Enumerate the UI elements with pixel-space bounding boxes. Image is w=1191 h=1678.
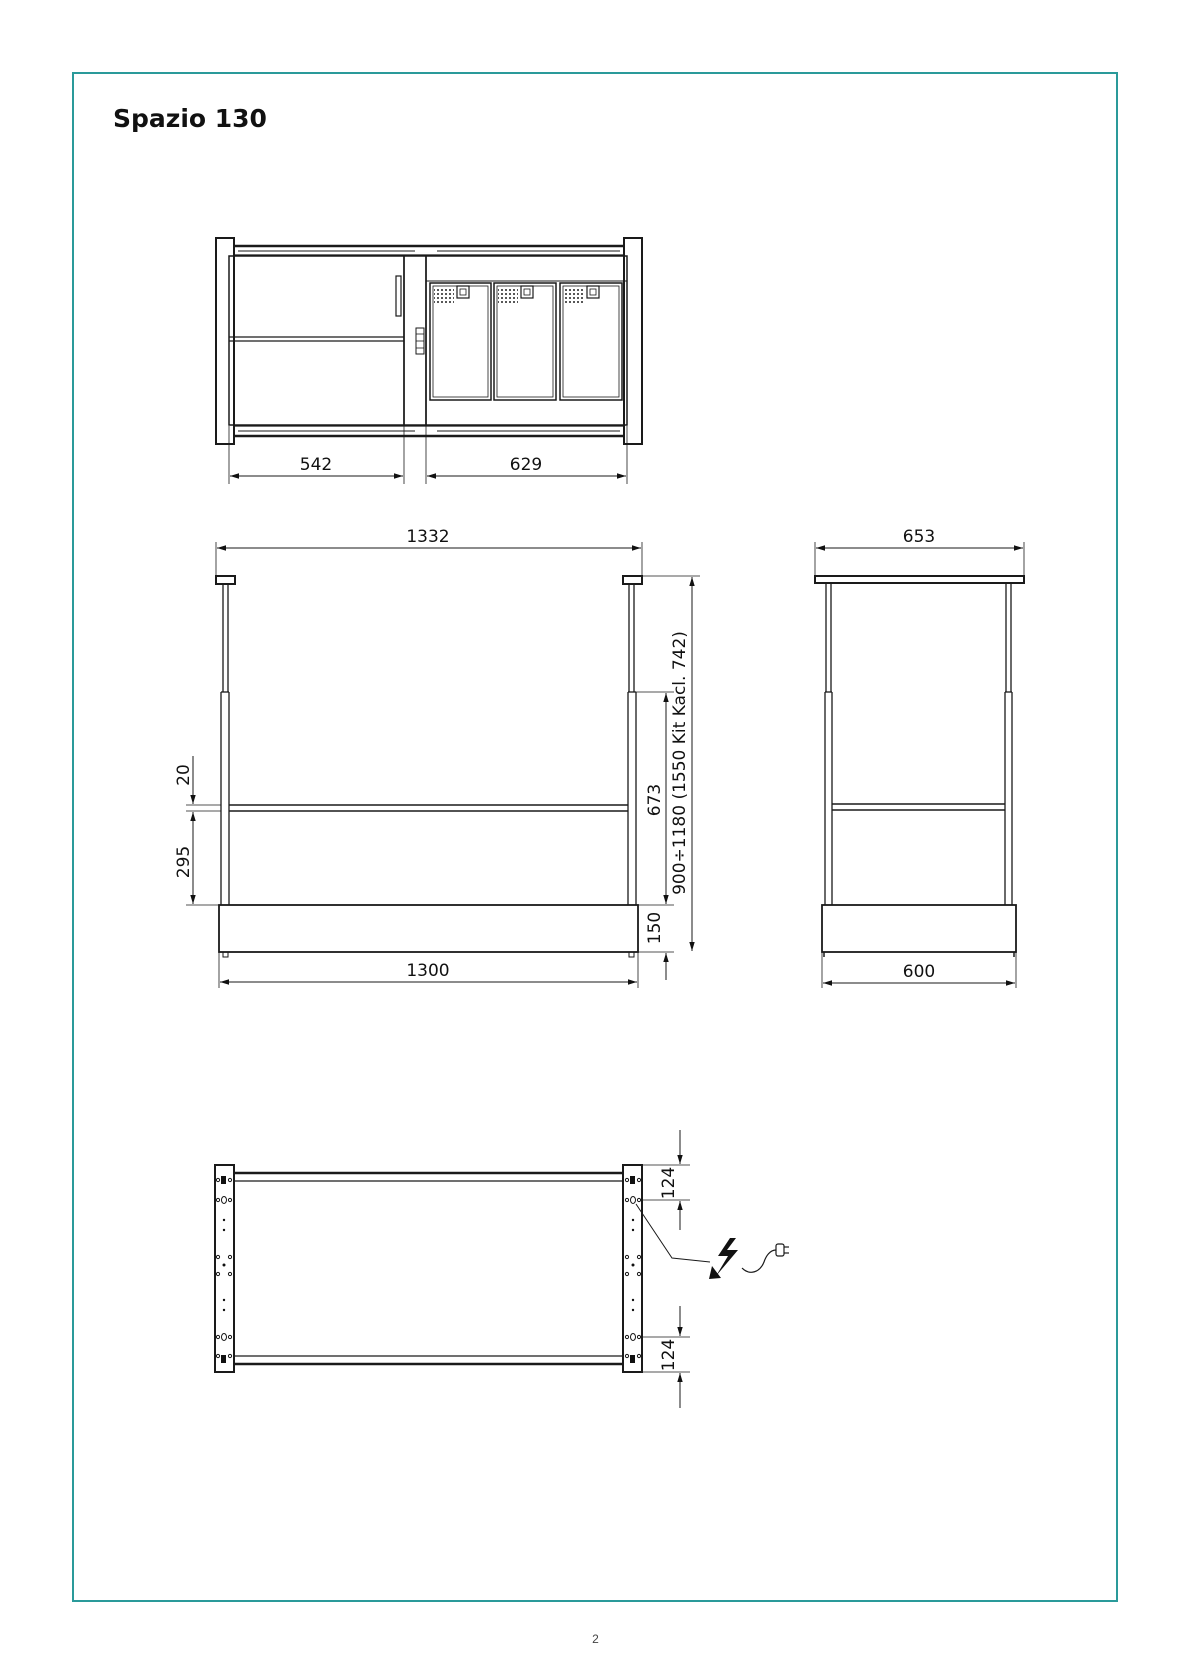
dim-total-height: 900÷1180 (1550 Kit Kacl. 742)	[670, 631, 690, 895]
dim-20: 20	[174, 764, 194, 786]
dim-124-top: 124	[659, 1166, 679, 1200]
dim-150: 150	[645, 911, 665, 945]
dim-629: 629	[509, 455, 543, 475]
front-view	[174, 527, 700, 988]
top-view-wells	[430, 283, 622, 400]
dim-673: 673	[645, 783, 665, 817]
side-view	[815, 527, 1024, 988]
plan-view	[215, 1130, 789, 1408]
dim-600: 600	[902, 962, 936, 982]
plug-icon	[742, 1244, 789, 1272]
dim-1332: 1332	[406, 527, 450, 547]
dim-542: 542	[299, 455, 333, 475]
dim-653: 653	[902, 527, 936, 547]
electrical-power-icon	[716, 1238, 738, 1276]
dim-124-bottom: 124	[659, 1338, 679, 1372]
top-view	[216, 238, 642, 484]
page-number: 2	[592, 1632, 599, 1646]
page-title: Spazio 130	[113, 104, 267, 133]
dim-295: 295	[174, 845, 194, 879]
plan-left-holes	[216, 1176, 231, 1363]
plan-right-holes	[625, 1176, 640, 1363]
dim-1300: 1300	[406, 961, 450, 981]
